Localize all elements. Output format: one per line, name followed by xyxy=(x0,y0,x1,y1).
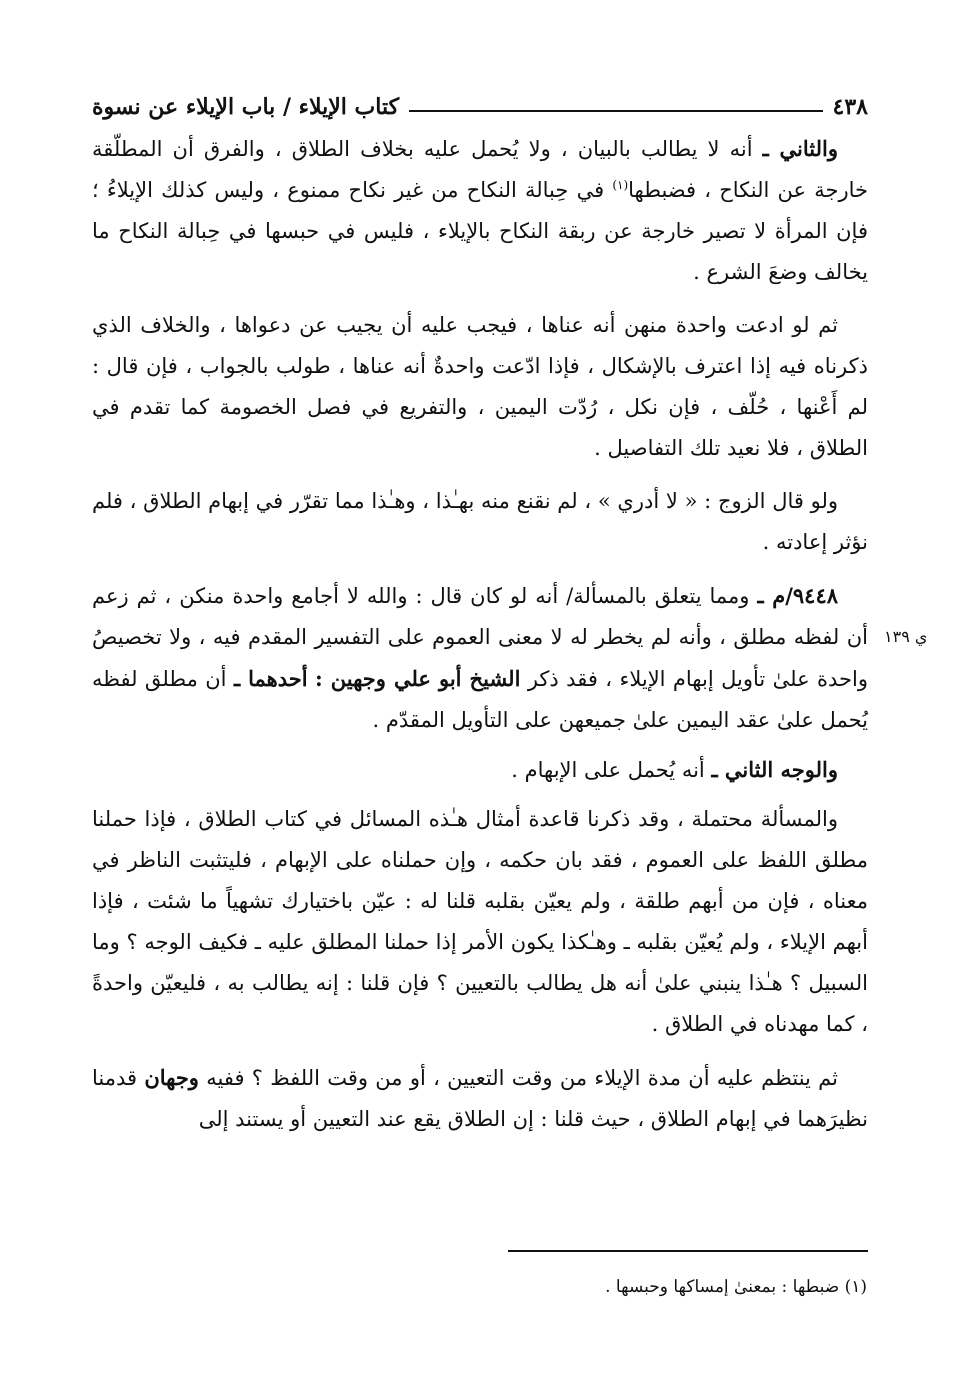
paragraph-4-text-b: أن مطلق لفظه يُحمل علىٰ عقد اليمين علىٰ جميعهن على التأويل المقدّم . xyxy=(92,667,868,732)
running-title: كتاب الإيلاء / باب الإيلاء عن نسوة xyxy=(92,94,400,120)
footnote-number: (١) xyxy=(844,1277,867,1297)
footnote-reference: (١) xyxy=(612,178,629,192)
page-number: ٤٣٨ xyxy=(832,94,868,120)
footnote xyxy=(605,1277,867,1297)
margin-note: ي ١٣٩ xyxy=(884,627,928,646)
paragraph-7-text-b: قدمنا نظيرَهما في إبهام الطلاق ، حيث قلنا : إن الطلاق يقع عند التعيين أو يستند إلى xyxy=(92,1066,868,1131)
paragraph-4 xyxy=(92,575,868,741)
paragraph-4-text-a: ومما يتعلق بالمسألة/ أنه لو كان قال : والله لا أجامع واحدة منكن ، ثم زعم أن لفظه مطلق ، وأنه لم يخطر له لا معنى العموم على التفسير المقدم فيه ، ولا تخصيصُ واحدة علىٰ تأويل إبهام الإيلاء ، فقد ذكر xyxy=(92,584,868,691)
issue-number: ٩٤٤٨/م ـ xyxy=(757,583,839,608)
footnote-text: ضبطها : بمعنىٰ إمساكها وحبسها . xyxy=(605,1277,845,1297)
paragraph-3: ولو قال الزوج : « لا أدري » ، لم نقنع منه بهـٰذا ، وهـٰذا مما تقرّر في إبهام الطلاق ، فلم نؤثر إعادته . xyxy=(92,489,868,554)
paragraph-4-first-view: أحدهما ـ xyxy=(233,666,308,691)
paragraph-1 xyxy=(92,128,868,293)
paragraph-7-text-a: ثم ينتظم عليه أن مدة الإيلاء من وقت التعيين ، أو من وقت اللفظ ؟ ففيه xyxy=(198,1066,838,1090)
body-text xyxy=(92,128,868,1152)
paragraph-7-lead: وجهان xyxy=(144,1065,199,1090)
footnote-rule xyxy=(508,1250,868,1252)
paragraph-2: ثم لو ادعت واحدة منهن أنه عناها ، فيجب عليه أن يجيب عن دعواها ، والخلاف الذي ذكرناه فيه إذا اعترف بالإشكال ، فإذا ادّعت واحدةٌ أنه عناها ، طولب بالجواب ، فإن قال : لم أَعْنها ، حُلّف ، فإن نكل ، رُدّت اليمين ، والتفريع في فصل الخصومة كما تقدم في الطلاق ، فلا نعيد تلك التفاصيل . xyxy=(92,313,868,460)
paragraph-6: والمسألة محتملة ، وقد ذكرنا قاعدة أمثال هـٰذه المسائل في كتاب الطلاق ، فإذا حملنا مطلق اللفظ على العموم ، فقد بان حكمه ، وإن حملناه على الإبهام ، فليتثبت الناظر في معناه ، فإن من أبهم طلقة ، ولم يعيّن بقلبه قلنا له : عيّن باختيارك تشهياً ما شئت ، فإذا أبهم الإيلاء ، ولم يُعيّن بقلبه ـ وهـٰكذا يكون الأمر إذا حملنا المطلق عليه ـ فكيف الوجه ؟ وما السبيل ؟ هـٰذا ينبني علىٰ أنه هل يطالب بالتعيين ؟ فإن قلنا : إنه يطالب به ، فليعيّن واحدةً ، كما مهدناه في الطلاق . xyxy=(92,807,868,1036)
paragraph-1-lead: والثاني ـ xyxy=(762,136,838,161)
header-rule xyxy=(409,110,822,112)
paragraph-1-text-a: أنه لا يطالب بالبيان ، ولا يُحمل عليه بخلاف الطلاق ، والفرق أن المطلّقة خارجة عن النكاح ، فضبطها xyxy=(92,137,868,202)
paragraph-1-text-b: في حِبالة النكاح من غير نكاح ممنوع ، وليس كذلك الإيلاءُ ؛ فإن المرأة لا تصير خارجة عن ربقة النكاح بالإيلاء ، فليس في حبسها في حِبالة النكاح ما يخالف وضعَ الشرع . xyxy=(92,178,868,284)
paragraph-7 xyxy=(92,1057,868,1140)
page-header xyxy=(92,80,868,120)
paragraph-4-scholar: الشيخ أبو علي وجهين : xyxy=(315,666,521,691)
paragraph-5 xyxy=(92,749,868,791)
paragraph-5-lead: والوجه الثاني ـ xyxy=(711,757,838,782)
paragraph-5-text: أنه يُحمل على الإبهام . xyxy=(511,758,712,782)
